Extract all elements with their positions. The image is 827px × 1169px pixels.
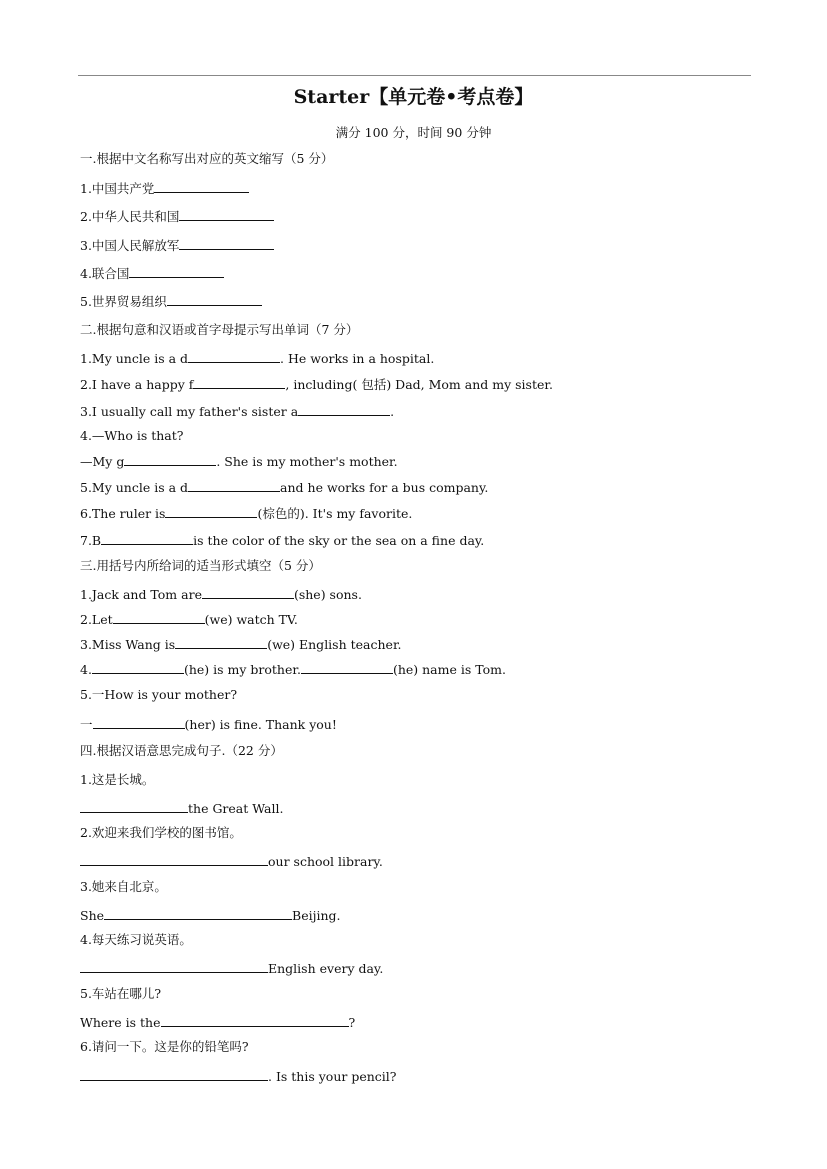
section3-question: 2.Let (we) watch TV. [80, 612, 298, 627]
answer-blank[interactable] [104, 907, 292, 920]
section4-answer-line: our school library. [80, 853, 383, 870]
page-title: Starter【单元卷•考点卷】 [293, 86, 534, 108]
answer-blank[interactable] [92, 661, 184, 674]
section3-question: 1.Jack and Tom are (she) sons. [80, 587, 362, 602]
answer-blank[interactable] [179, 237, 274, 250]
answer-blank[interactable] [129, 265, 224, 278]
section3-question: 5.一How is your mother? [80, 687, 238, 702]
section2-question: 3.I usually call my father's sister a . [80, 404, 395, 419]
section4-answer-line: She Beijing. [80, 908, 341, 923]
section2-question: 6.The ruler is (棕色的). It's my favorite. [80, 506, 413, 521]
section1-item: 3.中国人民解放军 [80, 237, 274, 254]
answer-blank[interactable] [298, 403, 390, 416]
section1-item: 4.联合国 [80, 265, 224, 282]
section2-question: 5.My uncle is a d and he works for a bus company. [80, 480, 489, 495]
section1-item: 5.世界贸易组织 [80, 293, 262, 310]
section4-prompt: 5.车站在哪儿? [80, 986, 162, 1001]
header-rule [78, 75, 751, 76]
section3-question: 4. (he) is my brother. (he) name is Tom. [80, 662, 506, 677]
page-subtitle: 满分 100 分，时间 90 分钟 [335, 125, 492, 140]
answer-blank[interactable] [101, 532, 193, 545]
section2-question: 1.My uncle is a d . He works in a hospital. [80, 351, 435, 366]
answer-blank[interactable] [188, 479, 280, 492]
answer-blank[interactable] [202, 586, 294, 599]
section3-question: 一 (her) is fine. Thank you! [80, 717, 337, 732]
answer-blank[interactable] [124, 453, 216, 466]
section2-question: 2.I have a happy f , including( 包括) Dad, Mom and my sister. [80, 377, 553, 392]
answer-blank[interactable] [80, 853, 268, 866]
answer-blank[interactable] [175, 636, 267, 649]
answer-blank[interactable] [154, 180, 249, 193]
answer-blank[interactable] [161, 1014, 349, 1027]
section4-heading: 四.根据汉语意思完成句子.（22 分） [80, 743, 283, 758]
section4-prompt: 2.欢迎来我们学校的图书馆。 [80, 825, 242, 840]
answer-blank[interactable] [80, 960, 268, 973]
section4-prompt: 1.这是长城。 [80, 772, 155, 787]
section4-prompt: 3.她来自北京。 [80, 879, 167, 894]
section3-heading: 三.用括号内所给词的适当形式填空（5 分） [80, 558, 321, 573]
section4-prompt: 4.每天练习说英语。 [80, 932, 192, 947]
section1-heading: 一.根据中文名称写出对应的英文缩写（5 分） [80, 151, 334, 166]
section4-answer-line: . Is this your pencil? [80, 1068, 396, 1085]
answer-blank[interactable] [179, 208, 274, 221]
section4-answer-line: the Great Wall. [80, 800, 283, 817]
answer-blank[interactable] [167, 293, 262, 306]
section4-answer-line: English every day. [80, 960, 383, 977]
section1-item: 1.中国共产党 [80, 180, 249, 197]
section4-prompt: 6.请问一下。这是你的铅笔吗? [80, 1039, 249, 1054]
section2-question: 7.B is the color of the sky or the sea on a fine day. [80, 533, 485, 548]
answer-blank[interactable] [80, 800, 188, 813]
answer-blank[interactable] [193, 376, 285, 389]
section1-item: 2.中华人民共和国 [80, 208, 274, 225]
answer-blank[interactable] [301, 661, 393, 674]
section3-question: 3.Miss Wang is (we) English teacher. [80, 637, 402, 652]
answer-blank[interactable] [93, 716, 185, 729]
answer-blank[interactable] [80, 1068, 268, 1081]
answer-blank[interactable] [165, 505, 257, 518]
answer-blank[interactable] [188, 350, 280, 363]
section2-question: —My g . She is my mother's mother. [80, 454, 398, 469]
section2-question: 4.—Who is that? [80, 428, 184, 443]
section2-heading: 二.根据句意和汉语或首字母提示写出单词（7 分） [80, 322, 359, 337]
section4-answer-line: Where is the ? [80, 1015, 356, 1030]
answer-blank[interactable] [113, 611, 205, 624]
